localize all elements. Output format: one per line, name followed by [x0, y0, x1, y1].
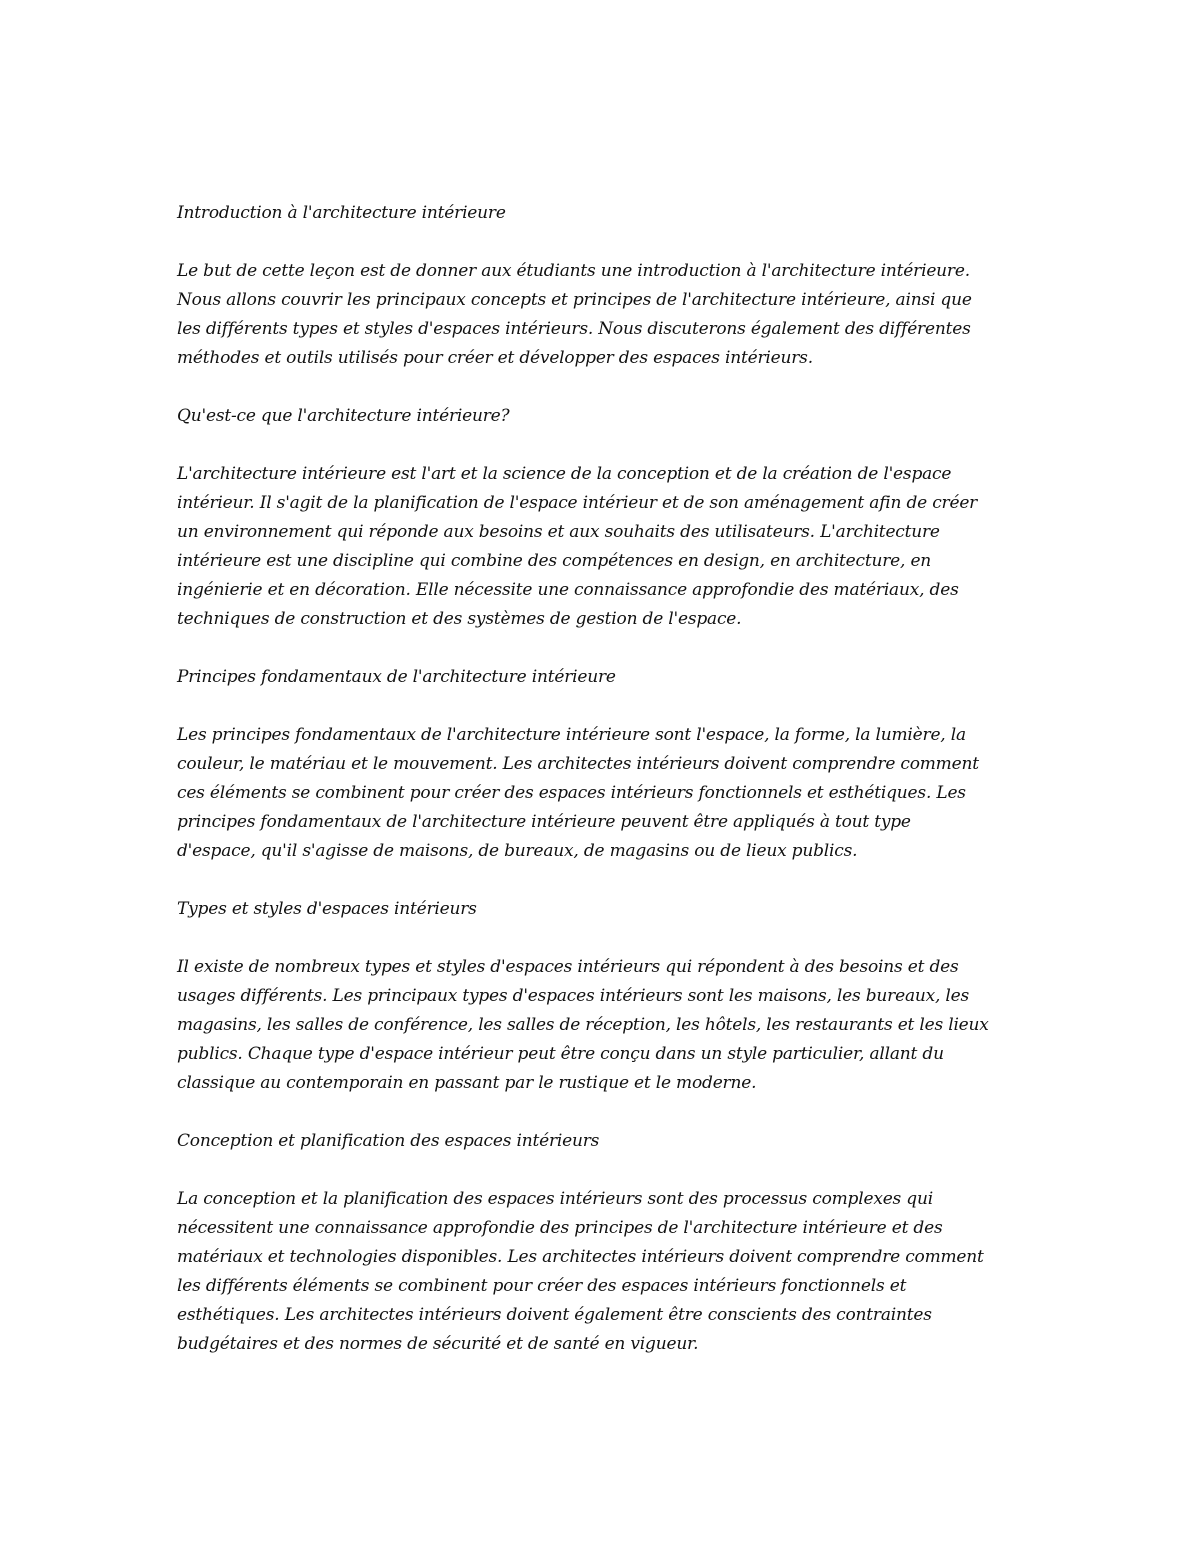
text-line: ingénierie et en décoration. Elle nécessite une connaissance approfondie des matériaux, des	[177, 580, 959, 600]
text-line: esthétiques. Les architectes intérieurs doivent également être conscients des contraintes	[177, 1305, 932, 1325]
text-line: nécessitent une connaissance approfondie des principes de l'architecture intérieure et des	[177, 1218, 943, 1238]
text-line: L'architecture intérieure est l'art et la science de la conception et de la création de l'espace	[177, 464, 952, 484]
text-line: intérieur. Il s'agit de la planification de l'espace intérieur et de son aménagement afin de créer	[177, 493, 978, 513]
text-line: Qu'est-ce que l'architecture intérieure?	[177, 406, 510, 426]
text-line: d'espace, qu'il s'agisse de maisons, de bureaux, de magasins ou de lieux publics.	[177, 841, 858, 861]
text-line: Introduction à l'architecture intérieure	[177, 203, 506, 223]
text-line: Il existe de nombreux types et styles d'espaces intérieurs qui répondent à des besoins et des	[177, 957, 959, 977]
text-line: intérieure est une discipline qui combine des compétences en design, en architecture, en	[177, 551, 932, 571]
paragraph-principles	[177, 721, 1027, 866]
text-line: La conception et la planification des espaces intérieurs sont des processus complexes qui	[177, 1189, 933, 1209]
text-line: techniques de construction et des systèmes de gestion de l'espace.	[177, 609, 742, 629]
text-line: Conception et planification des espaces intérieurs	[177, 1131, 600, 1151]
text-line: classique au contemporain en passant par le rustique et le moderne.	[177, 1073, 757, 1093]
text-line: Nous allons couvrir les principaux concepts et principes de l'architecture intérieure, ainsi que	[177, 290, 972, 310]
paragraph-design-planning	[177, 1185, 1027, 1359]
text-line: principes fondamentaux de l'architecture intérieure peuvent être appliqués à tout type	[177, 812, 911, 832]
text-line: matériaux et technologies disponibles. Les architectes intérieurs doivent comprendre comment	[177, 1247, 984, 1267]
heading-introduction	[177, 199, 1027, 228]
text-line: ces éléments se combinent pour créer des espaces intérieurs fonctionnels et esthétiques. Les	[177, 783, 966, 803]
text-line: les différents types et styles d'espaces intérieurs. Nous discuterons également des différentes	[177, 319, 971, 339]
text-line: Les principes fondamentaux de l'architecture intérieure sont l'espace, la forme, la lumière, la	[177, 725, 966, 745]
text-line: couleur, le matériau et le mouvement. Les architectes intérieurs doivent comprendre comment	[177, 754, 979, 774]
text-line: Principes fondamentaux de l'architecture intérieure	[177, 667, 616, 687]
text-line: usages différents. Les principaux types d'espaces intérieurs sont les maisons, les bureaux, les	[177, 986, 970, 1006]
heading-definition	[177, 402, 1027, 431]
heading-design-planning	[177, 1127, 1027, 1156]
text-line: les différents éléments se combinent pour créer des espaces intérieurs fonctionnels et	[177, 1276, 907, 1296]
heading-types-styles	[177, 895, 1027, 924]
text-line: méthodes et outils utilisés pour créer et développer des espaces intérieurs.	[177, 348, 813, 368]
text-line: magasins, les salles de conférence, les salles de réception, les hôtels, les restaurants et les lieux	[177, 1015, 989, 1035]
document-body	[177, 199, 1027, 1388]
heading-principles	[177, 663, 1027, 692]
text-line: Types et styles d'espaces intérieurs	[177, 899, 477, 919]
paragraph-types-styles	[177, 953, 1027, 1098]
text-line: budgétaires et des normes de sécurité et de santé en vigueur.	[177, 1334, 699, 1354]
text-line: Le but de cette leçon est de donner aux étudiants une introduction à l'architecture intérieure.	[177, 261, 970, 281]
text-line: publics. Chaque type d'espace intérieur peut être conçu dans un style particulier, allant du	[177, 1044, 944, 1064]
paragraph-intro	[177, 257, 1027, 373]
text-line: un environnement qui réponde aux besoins et aux souhaits des utilisateurs. L'architecture	[177, 522, 940, 542]
paragraph-definition	[177, 460, 1027, 634]
